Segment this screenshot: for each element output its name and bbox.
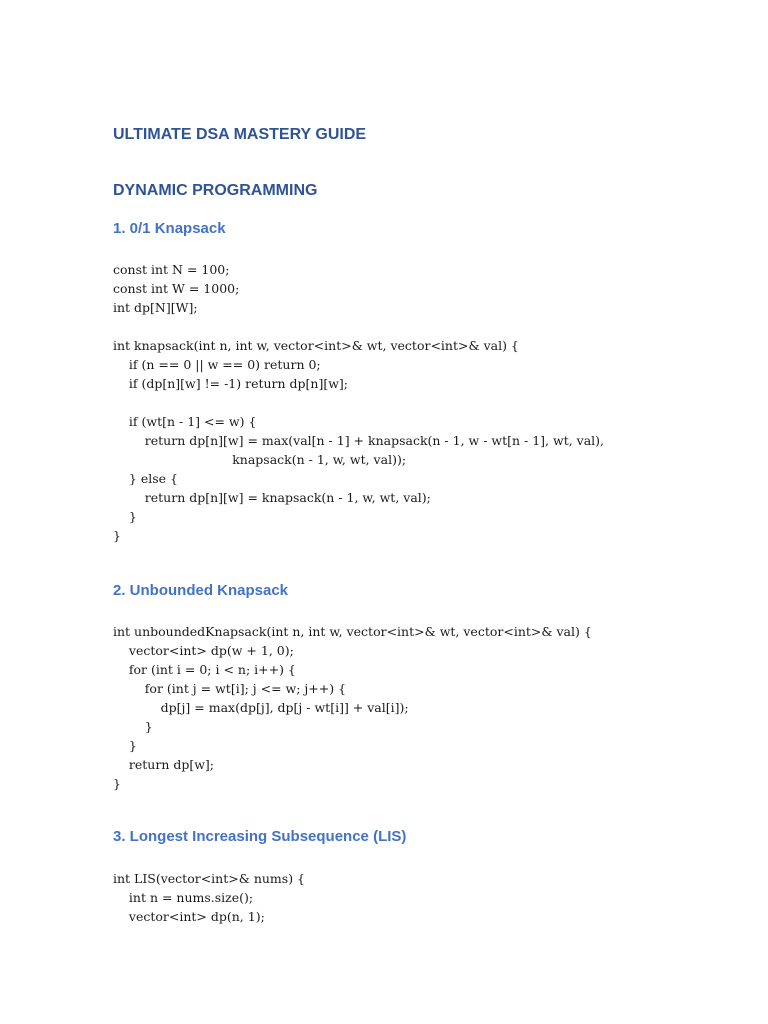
document-title: ULTIMATE DSA MASTERY GUIDE bbox=[113, 126, 367, 143]
code-block-knapsack: const int N = 100; const int W = 1000; int dp[N][W]; int knapsack(int n, int w, vector<int>& wt, vector<int>& val) { if (n == 0 || w == 0) return 0; if (dp[n][w] != -1) return dp[n][w]; if (wt[n - 1] <= w) { return dp[n][w] = max(val[n - 1] + knapsack(n - 1, w - wt[n - 1], wt, val), knapsack(n - 1, w, wt, val)); } else { return dp[n][w] = knapsack(n - 1, w, wt, val); } } bbox=[113, 262, 605, 543]
chapter-heading: DYNAMIC PROGRAMMING bbox=[113, 182, 318, 199]
code-block-lis: int LIS(vector<int>& nums) { int n = nums.size(); vector<int> dp(n, 1); bbox=[113, 871, 305, 924]
code-block-unbounded-knapsack: int unboundedKnapsack(int n, int w, vector<int>& wt, vector<int>& val) { vector<int> dp(w + 1, 0); for (int i = 0; i < n; i++) { for (int j = wt[i]; j <= w; j++) { dp[j] = max(dp[j], dp[j - wt[i]] + val[i]); } } return dp[w]; } bbox=[113, 624, 592, 791]
section-heading-knapsack: 1. 0/1 Knapsack bbox=[113, 220, 226, 237]
section-heading-lis: 3. Longest Increasing Subsequence (LIS) bbox=[113, 828, 407, 845]
section-heading-unbounded-knapsack: 2. Unbounded Knapsack bbox=[113, 582, 289, 599]
